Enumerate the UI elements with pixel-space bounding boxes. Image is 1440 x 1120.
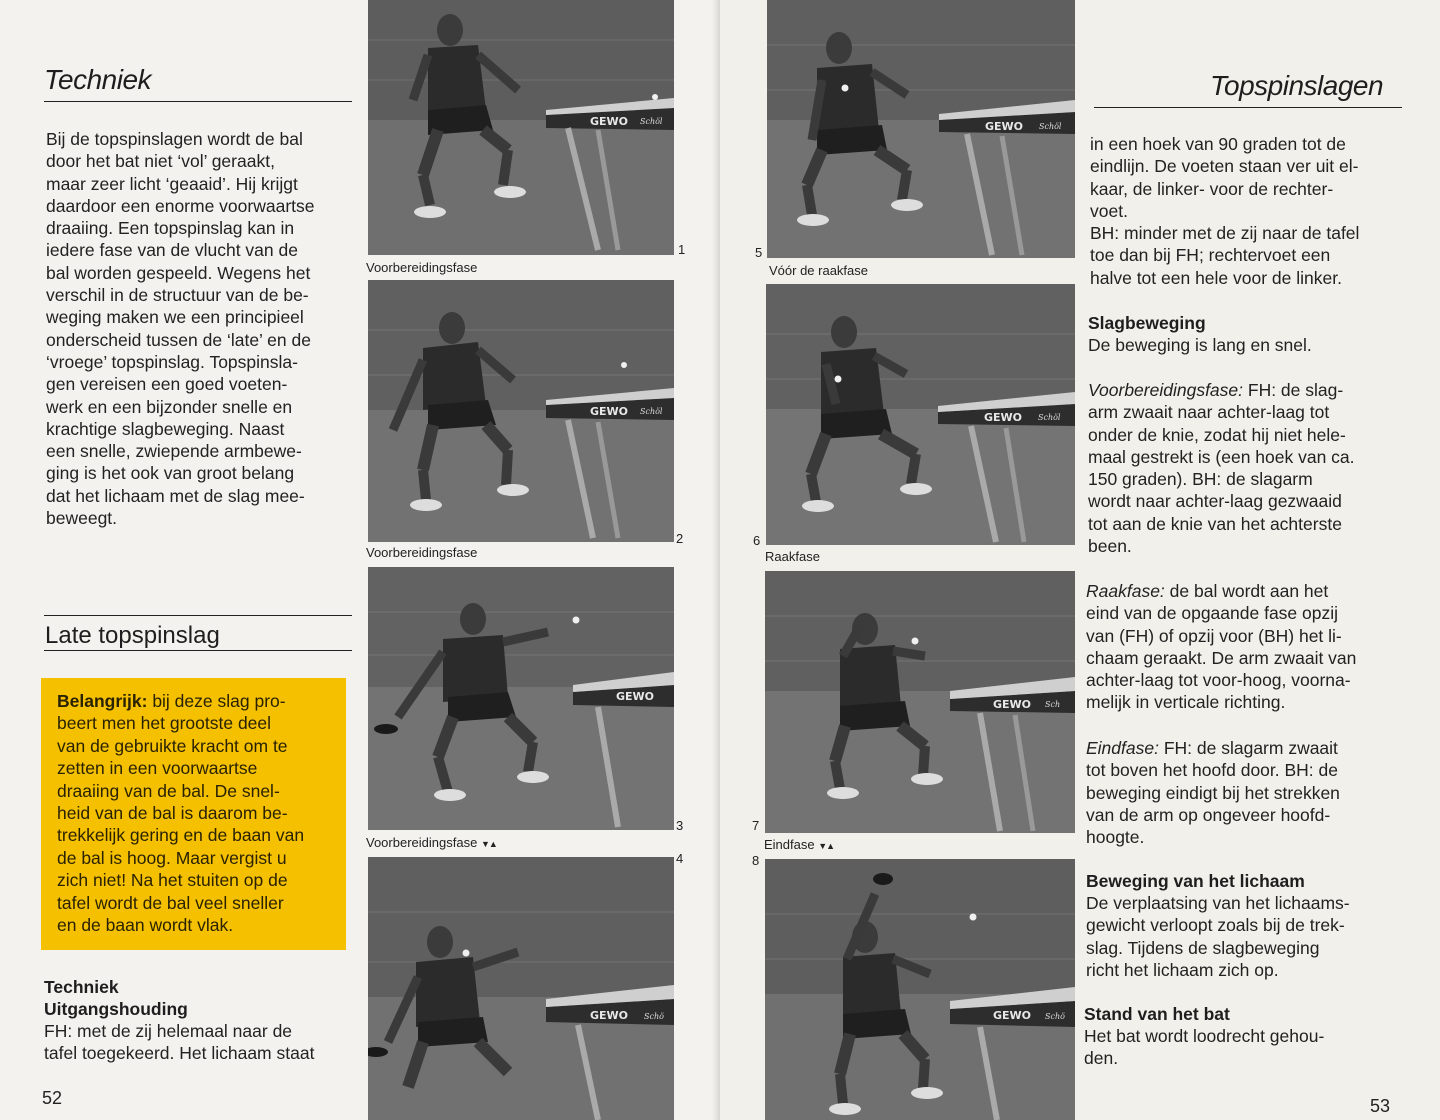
photo-7-caption: [764, 837, 834, 852]
photo-2-number: 2: [676, 531, 684, 546]
photo-4-brand: GEWO: [590, 1009, 629, 1022]
left-section-title: Techniek: [44, 64, 152, 95]
photo-5: [767, 0, 1075, 258]
eind-lead: Eindfase:: [1086, 738, 1159, 758]
page-number-right: 53: [1370, 1096, 1391, 1116]
photo-1-image: [368, 0, 674, 255]
photo-6-caption: Raakfase: [765, 549, 820, 564]
photo-7: [765, 571, 1075, 833]
photo-3-image: [368, 567, 674, 830]
photo-6: [766, 284, 1075, 545]
raak-text: de bal wordt aan het eind van de opgaande fase opzij van (FH) of opzij voor (BH) het li- chaam geraakt. De arm zwaait van achter-laag tot voor-hoog, voorna- melijk in verticale richting.: [1086, 581, 1357, 713]
photo-7-image: [765, 571, 1075, 833]
photo-1: [368, 0, 674, 255]
photo-3-number: 3: [676, 818, 684, 833]
photo-8-image: [765, 859, 1075, 1120]
raak-lead: Raakfase:: [1086, 581, 1165, 601]
photo-4-number: 4: [676, 851, 684, 866]
page-number-left: 52: [42, 1088, 63, 1108]
raak-paragraph: [1086, 580, 1416, 714]
photo-1-caption: Voorbereidingsfase: [366, 260, 478, 275]
photo-8-brand2: Schö: [1045, 1012, 1065, 1021]
photo-7-brand2: Sch: [1045, 700, 1061, 709]
photo-3-caption: [366, 835, 497, 850]
photo-5-caption: Vóór de raakfase: [769, 263, 869, 278]
body-movement-heading: Beweging van het lichaam: [1086, 871, 1305, 891]
photo-7-caption-text: Eindfase: [764, 837, 815, 852]
photo-6-brand2: Schöl: [1038, 413, 1061, 422]
photo-4-brand2: Schö: [644, 1012, 664, 1021]
photo-8-number: 8: [752, 853, 760, 868]
callout-box: [41, 678, 346, 950]
eind-paragraph: [1086, 737, 1416, 848]
photo-3-caption-arrows: ▼▲: [480, 839, 497, 849]
photo-3-brand: GEWO: [616, 690, 655, 703]
right-page: [720, 0, 1440, 1120]
photo-2-brand2: Schöl: [640, 407, 663, 416]
right-section-title: Topspinslagen: [1210, 70, 1384, 101]
photo-3-caption-text: Voorbereidingsfase: [366, 835, 478, 850]
voorbereiding-lead: Voorbereidingsfase:: [1088, 380, 1244, 400]
photo-4-image: [368, 857, 674, 1120]
intro-text: Bij de topspinslagen wordt de bal door het bat niet ‘vol’ geraakt, maar zeer licht ‘geaaid’. Hij krijgt daardoor een enorme voorwaartse draaiing. Een topspinslag kan in iedere fase van de vlucht van de bal worden gespeeld. Wegens het verschil in de structuur van de be- weging maken we een principieel onderscheid tussen de ‘late’ en de ‘vroege’ topspinslag. Topspinsla- gen vereisen een goed voeten- werk en een bijzonder snelle en krachtige slagbeweging. Naast een snelle, zwiepende armbewe- ging is het ook van groot belang dat het lichaam met de slag mee- beweegt.: [46, 129, 315, 529]
voorbereiding-paragraph: [1088, 379, 1418, 557]
photo-7-brand: GEWO: [993, 698, 1032, 711]
photo-2-image: [368, 280, 674, 542]
photo-5-image: [767, 0, 1075, 258]
subsection-rule-top: [44, 615, 352, 616]
title-rule: [44, 101, 352, 102]
callout-lead: Belangrijk:: [57, 691, 148, 711]
subsection-rule-bottom: [44, 650, 352, 651]
photo-6-image: [766, 284, 1075, 545]
photo-3: [368, 567, 674, 830]
continued-text: in een hoek van 90 graden tot de eindlijn. De voeten staan ver uit el- kaar, de linker- voor de rechter- voet. BH: minder met de zij naar de tafel toe dan bij FH; rechtervoet een halve tot een hele voor de linker.: [1090, 134, 1360, 288]
photo-2-brand: GEWO: [590, 405, 629, 418]
photo-6-brand: GEWO: [984, 411, 1023, 424]
photo-7-number: 7: [752, 818, 760, 833]
slag-heading: Slagbeweging: [1088, 313, 1206, 333]
photo-5-number: 5: [755, 245, 763, 260]
bat-text: Het bat wordt loodrecht gehou- den.: [1084, 1026, 1325, 1069]
photo-1-brand: GEWO: [590, 115, 629, 128]
photo-4: [368, 857, 674, 1120]
starting-text: FH: met de zij helemaal naar de tafel toegekeerd. Het lichaam staat: [44, 1021, 315, 1064]
photo-5-brand2: Schöl: [1039, 122, 1062, 131]
slag-text: De beweging is lang en snel.: [1088, 335, 1312, 355]
technique-heading: Techniek: [44, 977, 119, 997]
photo-8: [765, 859, 1075, 1120]
photo-5-brand: GEWO: [985, 120, 1024, 133]
body-movement-text: De verplaatsing van het lichaams- gewicht verloopt zoals bij de trek- slag. Tijdens de slagbeweging richt het lichaam zich op.: [1086, 893, 1350, 980]
subsection-title: Late topspinslag: [45, 622, 220, 649]
photo-1-number: 1: [678, 242, 686, 257]
photo-6-number: 6: [753, 533, 761, 548]
bat-heading: Stand van het bat: [1084, 1004, 1230, 1024]
right-title-rule: [1094, 107, 1402, 108]
photo-2: [368, 280, 674, 542]
photo-8-brand: GEWO: [993, 1009, 1032, 1022]
photo-7-caption-arrows: ▼▲: [818, 841, 835, 851]
photo-2-caption: Voorbereidingsfase: [366, 545, 478, 560]
voorbereiding-text: FH: de slag- arm zwaait naar achter-laag tot onder de knie, zodat hij niet hele- maal gestrekt is (een hoek van ca. 150 graden). BH: de slagarm wordt naar achter-laag gezwaaid tot aan de knie van het achterste been.: [1088, 380, 1355, 557]
starting-heading: Uitgangshouding: [44, 999, 188, 1019]
callout-text: [57, 690, 343, 936]
photo-1-brand2: Schöl: [640, 117, 663, 126]
eind-text: FH: de slagarm zwaait tot boven het hoofd door. BH: de beweging eindigt bij het strekken van de arm op ongeveer hoofd- hoogte.: [1086, 738, 1340, 848]
callout-body: bij deze slag pro- beert men het grootste deel van de gebruikte kracht om te zetten in een voorwaartse draaiing van de bal. De snel- heid van de bal is daarom be- trekkelijk gering en de baan van de bal is hoog. Maar vergist u zich niet! Na het stuiten op de tafel wordt de bal veel sneller en de baan wordt vlak.: [57, 691, 305, 936]
